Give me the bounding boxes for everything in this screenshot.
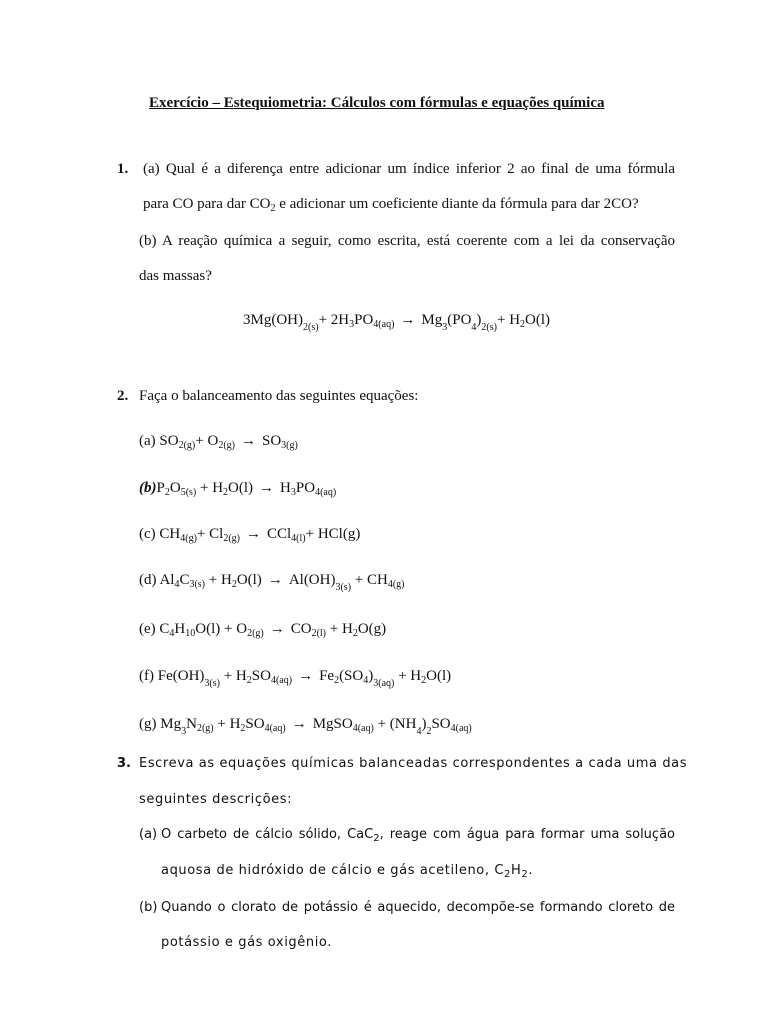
- question-3-line-1: Escreva as equações químicas balanceadas correspondentes a cada uma das: [139, 756, 688, 771]
- arrow-icon: →: [245, 526, 261, 542]
- question-1a-line-2: para CO para dar $CO_2$ e adicionar um coeficiente diante da fórmula para dar 2CO?: [143, 196, 639, 214]
- question-3-number: 3.: [117, 756, 131, 771]
- question-1a-line-1: (a) Qual é a diferença entre adicionar um índice inferior 2 ao final de uma fórmula: [143, 161, 675, 177]
- question-3a-line-1: O carbeto de cálcio sólido, CaC$_2$, reage com água para formar uma solução: [161, 827, 675, 844]
- question-1-equation: $3Mg(OH)_{2(s)}+ 2H_3PO_{4(aq)} \to Mg_3(PO_4)_{2(s)}+ H_2O(l)$: [243, 312, 551, 333]
- equation-2c: (c) $CH_{4(g)}+ Cl_{2(g)} \to CCl_{4(l)}+ HCl(g)$: [139, 526, 361, 544]
- question-3b-line-1: Quando o clorato de potássio é aquecido, decompõe-se formando cloreto de: [161, 900, 675, 915]
- question-3b-label: (b): [139, 900, 158, 915]
- question-1b-line-1: (b) A reação química a seguir, como escrita, está coerente com a lei da conservação: [139, 233, 675, 249]
- arrow-icon: →: [240, 433, 256, 449]
- question-3a-line-2: aquosa de hidróxido de cálcio e gás acetileno, $C_2H_2$.: [161, 863, 534, 880]
- arrow-icon: →: [291, 716, 307, 732]
- question-1b-line-2: das massas?: [139, 268, 212, 284]
- equation-2b: $(b)P_2O_{5(s)} + H_2O(l) \to H_3PO_{4(aq)}$: [139, 480, 337, 498]
- arrow-icon: →: [259, 480, 275, 496]
- question-2-number: 2.: [117, 388, 129, 404]
- equation-2a: (a) $SO_{2(g)}+ O_{2(g)} \to SO_{3(g)}$: [139, 433, 298, 451]
- arrow-icon: →: [267, 572, 283, 588]
- equation-2f: (f) $Fe(OH)_{3(s)} + H_2SO_{4(aq)} \to Fe_2(SO_4)_{3(aq)} + H_2O(l)$: [139, 668, 452, 689]
- question-3b-line-2: potássio e gás oxigênio.: [161, 935, 332, 950]
- equation-2e: (e) $C_4H_{10}O(l) + O_{2(g)} \to CO_{2(l)} + H_2O(g)$: [139, 621, 387, 639]
- page-title: Exercício – Estequiometria: Cálculos com fórmulas e equações química: [149, 95, 605, 111]
- question-1-number: 1.: [117, 161, 129, 177]
- equation-2d: (d) $Al_4C_{3(s)} + H_2O(l) \to Al(OH)_{3(s)} + CH_{4(g)}$: [139, 572, 405, 593]
- arrow-icon: →: [400, 312, 416, 328]
- arrow-icon: →: [269, 621, 285, 637]
- arrow-icon: →: [298, 668, 314, 684]
- equation-2g: (g) $Mg_3N_{2(g)} + H_2SO_{4(aq)}$ → MgSO$_{4(aq)}$ + $(NH_4)_2SO_{4(aq)}$: [139, 716, 472, 737]
- question-3-line-2: seguintes descrições:: [139, 792, 293, 807]
- question-3a-label: (a): [139, 827, 158, 842]
- question-2-text: Faça o balanceamento das seguintes equações:: [139, 388, 419, 404]
